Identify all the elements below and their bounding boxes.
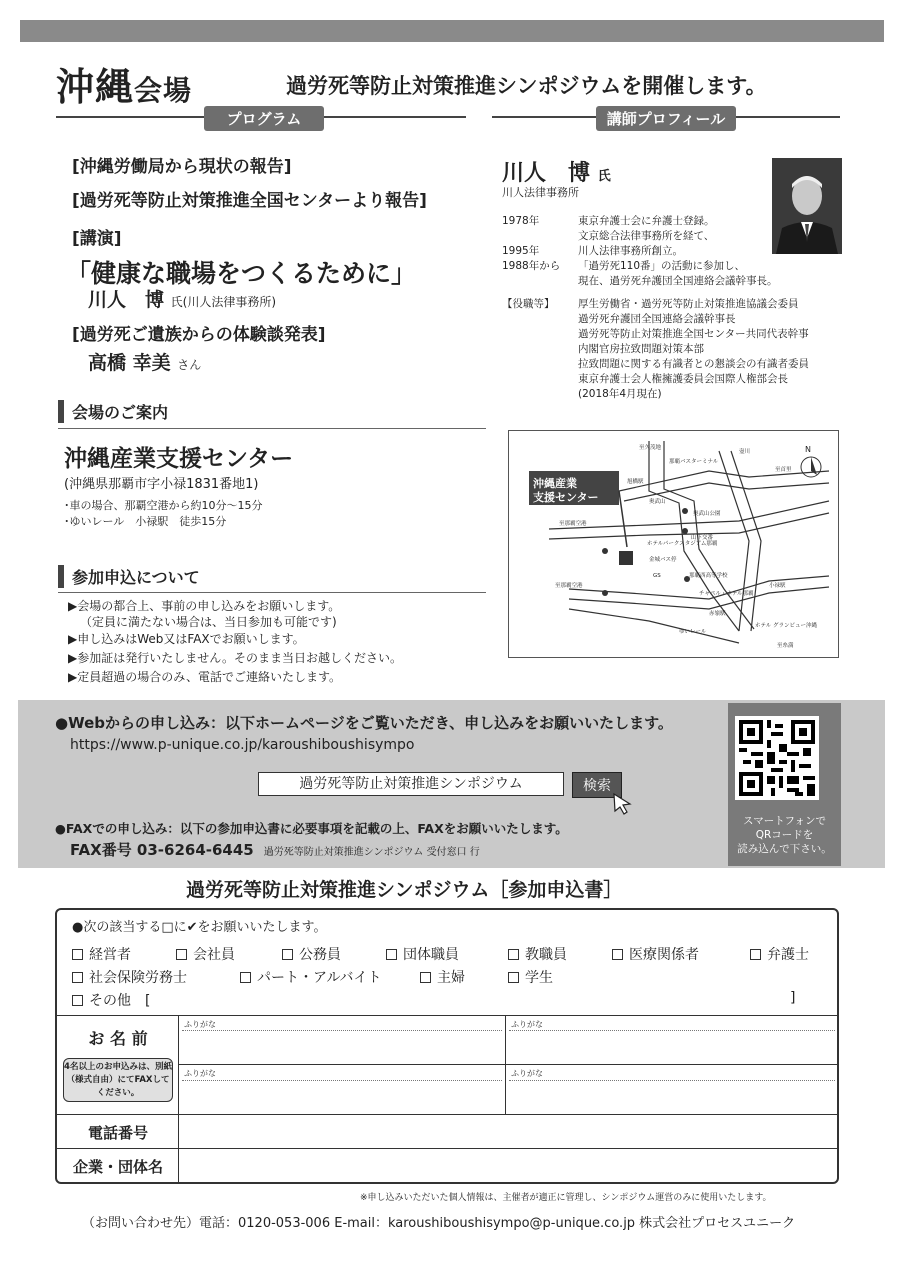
option-org-staff[interactable]: 団体職員 bbox=[386, 944, 459, 964]
checkbox-icon[interactable] bbox=[282, 949, 293, 960]
name-note: 4名以上のお申込みは、別紙（様式自由）にてFAXしてください。 bbox=[63, 1058, 173, 1102]
map-label-kume: 至久茂地 bbox=[639, 445, 662, 451]
checkbox-icon[interactable] bbox=[508, 949, 519, 960]
speaker: 川人 博 氏(川人法律事務所) bbox=[88, 289, 277, 311]
profile-label: 講師プロフィール bbox=[596, 106, 736, 131]
map-label-school: 那覇西高等学校 bbox=[689, 573, 728, 579]
map-label-tsubogawa: 壺川 bbox=[739, 449, 751, 455]
qr-code-icon[interactable] bbox=[735, 716, 819, 800]
checkbox-icon[interactable] bbox=[72, 995, 83, 1006]
map-center-label-1: 沖縄産業 bbox=[533, 477, 577, 490]
form-divider bbox=[56, 1015, 838, 1016]
furigana-label: ふりがな bbox=[184, 1069, 216, 1078]
web-url[interactable]: https://www.p-unique.co.jp/karoushiboushisympo bbox=[70, 737, 415, 753]
option-other[interactable]: その他 [ bbox=[72, 990, 150, 1010]
checkbox-icon[interactable] bbox=[72, 972, 83, 983]
map-label-park: ホテルパークスタジアム那覇 bbox=[647, 541, 718, 547]
furigana-label: ふりがな bbox=[184, 1020, 216, 1029]
map-label-north: 至首里 bbox=[775, 467, 792, 473]
checkbox-icon[interactable] bbox=[420, 972, 431, 983]
search-button[interactable]: 検索 bbox=[572, 772, 622, 798]
company-field[interactable] bbox=[182, 1151, 834, 1181]
option-employee[interactable]: 会社員 bbox=[176, 944, 235, 964]
checkbox-icon[interactable] bbox=[72, 949, 83, 960]
option-lawyer[interactable]: 弁護士 bbox=[750, 944, 809, 964]
map-label-chatan: チャペル・ホテル那覇 bbox=[699, 591, 754, 597]
map-label-itoman: 至糸満 bbox=[777, 643, 794, 649]
name-field-4[interactable] bbox=[509, 1082, 835, 1112]
search-input[interactable]: 過労死等防止対策推進シンポジウム bbox=[258, 772, 564, 796]
checkbox-icon[interactable] bbox=[176, 949, 187, 960]
family-speaker: 高橋 幸美 さん bbox=[88, 352, 202, 374]
apply-note-1: ▶会場の都合上、事前の申し込みをお願いします。 bbox=[68, 599, 341, 613]
map-label-tonoshiro: 奥武山 bbox=[649, 499, 666, 505]
map-label-oroku: 小禄駅 bbox=[769, 583, 786, 589]
furigana-line bbox=[182, 1080, 502, 1081]
apply-note-2: ▶申し込みはWeb又はFAXでお願いします。 bbox=[68, 632, 305, 646]
access-map bbox=[508, 430, 839, 658]
other-close-bracket: ] bbox=[790, 990, 796, 1006]
check-heading: ●次の該当する□に✔をお願いいたします。 bbox=[72, 920, 327, 935]
profile-roles: 【役職等】 厚生労働省・過労死等防止対策推進協議会委員 過労死弁護団全国連絡会議幹事長 過労死等防止対策推進全国センター共同代表幹事 内閣官房拉致問題対策本部 拉致問題に関する有識者との懇談会の有識者委員 東京弁護士会人権擁護委員会国際人権部会長 (2018年4月現在) bbox=[502, 298, 809, 400]
option-civil-servant[interactable]: 公務員 bbox=[282, 944, 341, 964]
venue-heading: 会場のご案内 bbox=[58, 400, 168, 423]
page-title: 過労死等防止対策推進シンポジウムを開催します。 bbox=[286, 74, 767, 98]
map-label-airport2: 至那覇空港 bbox=[555, 583, 583, 589]
furigana-line bbox=[182, 1030, 502, 1031]
map-label-gishiro: 旭橋駅 bbox=[627, 479, 644, 485]
map-label-gs: GS bbox=[653, 573, 661, 579]
option-labor-consultant[interactable]: 社会保険労務士 bbox=[72, 967, 187, 987]
apply-note-4: ▶定員超過の場合のみ、電話でご連絡いたします。 bbox=[68, 670, 341, 684]
venue-title: 沖縄会場 bbox=[56, 65, 193, 109]
map-label-akamine: 赤嶺駅 bbox=[709, 611, 726, 617]
map-label-airport: 至那覇空港 bbox=[559, 521, 587, 527]
option-part-time[interactable]: パート・アルバイト bbox=[240, 967, 381, 987]
cursor-icon bbox=[612, 792, 636, 820]
option-teacher[interactable]: 教職員 bbox=[508, 944, 567, 964]
phone-field[interactable] bbox=[182, 1117, 834, 1145]
profile-name: 川人 博 氏 bbox=[502, 161, 611, 186]
phone-row-top bbox=[56, 1114, 838, 1115]
name-field-3[interactable] bbox=[182, 1082, 502, 1112]
qr-note: スマートフォンで QRコードを 読み込んで下さい。 bbox=[737, 815, 832, 855]
web-heading: ●Webからの申し込み：以下ホームページをご覧いただき、申し込みをお願いいたします。 bbox=[55, 714, 673, 732]
map-label-ounoyama: 奥武山公園 bbox=[693, 511, 721, 517]
program-item-3: [講演] bbox=[72, 229, 122, 249]
map-label-bus: 那覇バスターミナル bbox=[669, 459, 719, 465]
venue-rule bbox=[58, 428, 486, 429]
option-homemaker[interactable]: 主婦 bbox=[420, 967, 465, 987]
name-column-divider bbox=[505, 1015, 506, 1114]
label-column-divider bbox=[178, 1015, 179, 1183]
furigana-line bbox=[509, 1080, 835, 1081]
venue-name: 沖縄産業支援センター bbox=[64, 446, 294, 472]
checkbox-icon[interactable] bbox=[240, 972, 251, 983]
access-rail: ･ゆいレール 小禄駅 徒歩15分 bbox=[64, 515, 227, 528]
program-item-2: [過労死等防止対策推進全国センターより報告] bbox=[72, 191, 427, 211]
furigana-label: ふりがな bbox=[511, 1069, 543, 1078]
top-bar bbox=[20, 20, 884, 42]
option-executive[interactable]: 経営者 bbox=[72, 944, 131, 964]
profile-org: 川人法律事務所 bbox=[502, 186, 579, 199]
privacy-note: ※申し込みいただいた個人情報は、主催者が適正に管理し、シンポジウム運営のみに使用いたします。 bbox=[360, 1193, 772, 1203]
venue-address: (沖縄県那覇市字小禄1831番地1) bbox=[64, 477, 259, 492]
furigana-line bbox=[509, 1030, 835, 1031]
map-label-yuirail: ゆいレール bbox=[679, 629, 707, 635]
phone-label: 電話番号 bbox=[87, 1124, 148, 1142]
fax-number: FAX番号 03-6264-6445 過労死等防止対策推進シンポジウム 受付窓口 行 bbox=[70, 841, 480, 859]
company-label: 企業・団体名 bbox=[72, 1158, 163, 1176]
option-student[interactable]: 学生 bbox=[508, 967, 553, 987]
apply-rule bbox=[58, 592, 486, 593]
name-field-1[interactable] bbox=[182, 1032, 502, 1062]
map-label-n: N bbox=[805, 445, 811, 454]
map-label-kanaishi: 金城バス停 bbox=[649, 557, 677, 563]
form-title: 過労死等防止対策推進シンポジウム［参加申込書］ bbox=[186, 879, 623, 901]
fax-heading: ●FAXでの申し込み：以下の参加申込書に必要事項を記載の上、FAXをお願いいたします。 bbox=[55, 821, 568, 836]
program-item-1: [沖縄労働局から現状の報告] bbox=[72, 157, 292, 177]
name-field-2[interactable] bbox=[509, 1032, 835, 1062]
checkbox-icon[interactable] bbox=[750, 949, 761, 960]
checkbox-icon[interactable] bbox=[386, 949, 397, 960]
lecture-title: 「健康な職場をつくるために」 bbox=[66, 259, 417, 288]
map-label-grand: ホテル グランビュー沖縄 bbox=[755, 623, 817, 629]
name-row-divider bbox=[178, 1064, 838, 1065]
apply-note-1b: （定員に満たない場合は、当日参加も可能です) bbox=[80, 615, 337, 629]
program-label: プログラム bbox=[204, 106, 324, 131]
program-item-4: [過労死ご遺族からの体験談発表] bbox=[72, 325, 326, 345]
checkbox-icon[interactable] bbox=[612, 949, 623, 960]
contact-info: （お問い合わせ先）電話：0120-053-006 E-mail：karoushiboushisympo@p-unique.co.jp 株式会社プロセスユニーク bbox=[82, 1216, 796, 1231]
access-car: ･車の場合、那覇空港から約10分～15分 bbox=[64, 499, 263, 512]
company-row-top bbox=[56, 1148, 838, 1149]
map-center-label-2: 支援センター bbox=[533, 491, 599, 504]
checkbox-icon[interactable] bbox=[508, 972, 519, 983]
profile-history: 1978年 東京弁護士会に弁護士登録。 文京総合法律事務所を経て、 1995年 川人法律事務所創立。 1988年から 「過労死110番」の活動に参加し、 現在、過労死弁護団全国連絡会議幹事長。 bbox=[502, 215, 778, 287]
apply-heading: 参加申込について bbox=[58, 565, 200, 588]
name-label: お 名 前 bbox=[88, 1029, 148, 1048]
furigana-label: ふりがな bbox=[511, 1020, 543, 1029]
apply-note-3: ▶参加証は発行いたしません。そのまま当日お越しください。 bbox=[68, 651, 402, 665]
option-medical[interactable]: 医療関係者 bbox=[612, 944, 699, 964]
map-label-yamashita: 山下交番 bbox=[691, 535, 714, 541]
